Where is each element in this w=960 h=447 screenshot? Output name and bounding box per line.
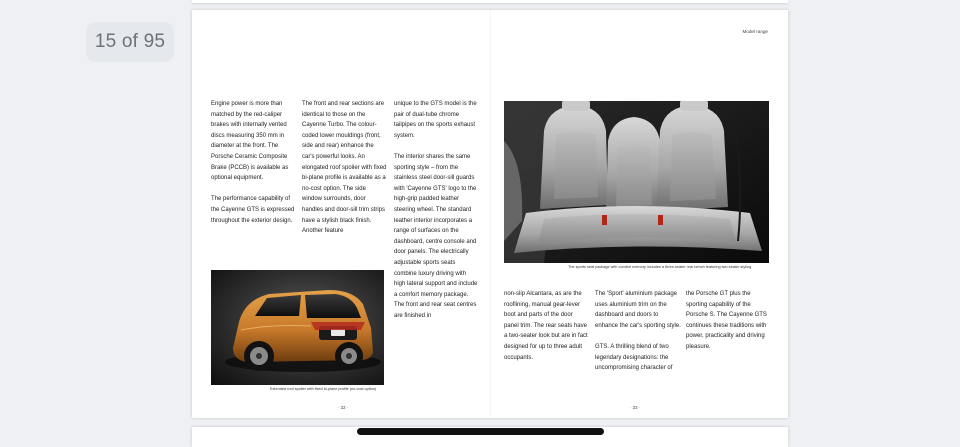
right-page-number: · 33 ·: [630, 405, 641, 410]
left-page-column-1: [211, 99, 295, 237]
right-page-column-3: [686, 289, 772, 363]
seats-photo-caption: The sports seat package with comfort memory includes a three-seater rear bench featuring two-seater styling: [568, 265, 752, 269]
porsche-cayenne-gts-image: [211, 270, 384, 385]
paragraph: Engine power is more than matched by the red-caliper brakes with internally vented discs measuring 350 mm in diameter at the front. The Porsche Ceramic Composite Brake (PCCB) is available as optional equipment.: [211, 101, 289, 182]
rear-seats-photo: [504, 101, 769, 263]
paragraph: The performance capability of the Cayenne GTS is expressed throughout the exterior design.: [211, 196, 295, 224]
section-header: Model range: [742, 29, 768, 34]
horizontal-scrollbar[interactable]: [357, 428, 604, 435]
page-counter-label: 15 of 95: [94, 31, 166, 52]
rear-seat-bench-image: [504, 101, 769, 263]
left-page-column-3: [394, 99, 479, 332]
left-page-column-2: [302, 99, 387, 247]
paragraph: the Porsche GT plus the sporting capability of the Porsche S. The Cayenne GTS continues these traditions with power, practicality and driving pleasure.: [686, 291, 767, 350]
spread-gutter: [490, 10, 491, 418]
paragraph: unique to the GTS model is the pair of dual-tube chrome tailpipes on the sports exhaust system.: [394, 101, 477, 139]
previous-page-edge: [192, 0, 788, 3]
paragraph: The interior shares the same sporting style – from the stainless steel door-sill guards with 'Cayenne GTS' logo to the high-grip padded leather steering wheel. The standard leather interior incorporates a range of surfaces on the dashboard, centre console and door panels. The electrically adjustable sports seats combine luxury driving with high lateral support and include a comfort memory package. The front and rear seat centres are finished in: [394, 153, 478, 319]
document-spread: [192, 10, 788, 418]
paragraph: non-slip Alcantara, as are the rooflining, manual gear-lever boot and parts of the door panel trim. The rear seats have a two-seater look but are in fact designed for up to three adult occupants.: [504, 291, 588, 361]
left-page-number: · 32 ·: [338, 405, 349, 410]
paragraph: The front and rear sections are identical to those on the Cayenne Turbo. The colour-coded lower mouldings (front, side and rear) enhance the car's powerful looks. An elongated roof spoiler with fixed bi-plane profile is available as a no-cost option. The side window surrounds, door handles and door-sill trim strips have a stylish black finish. Another feature: [302, 101, 387, 235]
car-photo-caption: Extended roof spoiler with fixed bi-plane profile (no-cost option): [270, 387, 377, 391]
paragraph: The 'Sport' aluminium package uses aluminium trim on the dashboard and doors to enhance the car's sporting style.: [595, 291, 681, 329]
car-rear-photo: [211, 270, 384, 385]
right-page-column-1: [504, 289, 589, 374]
paragraph: GTS. A thrilling blend of two legendary designations: the uncompromising character of: [595, 343, 673, 372]
right-page-column-2: [595, 289, 681, 384]
page-counter: [86, 22, 174, 62]
